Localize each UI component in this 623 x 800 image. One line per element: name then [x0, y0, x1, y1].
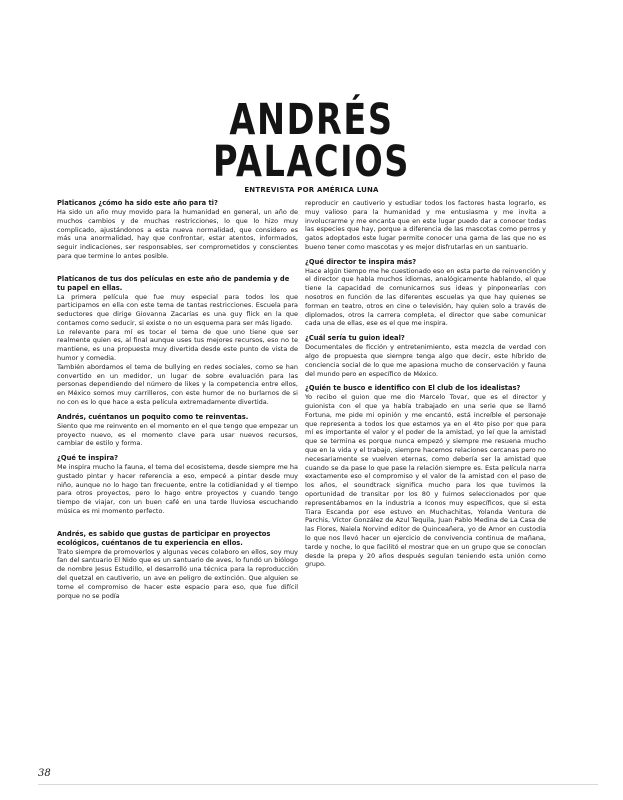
qa-block — [305, 334, 546, 378]
answer-paragraph: Ha sido un año muy movido para la humanidad en general, un año de muchos cambios y de muchas restricciones, lo que lo hizo muy complicado, ajustándonos a esta nueva normalidad, que considero es más una anormalidad, hay que confrontar, estar atentos, informados, seguir indicaciones, ser responsables, ser comprometidos y conscientes para que termine lo antes posible. — [57, 207, 298, 260]
qa-block — [57, 199, 298, 261]
qa-block — [57, 413, 298, 448]
footer-divider — [38, 784, 598, 785]
question: ¿Quién te busco e identifico con El club de los idealistas? — [305, 384, 521, 393]
qa-block — [57, 454, 298, 516]
qa-block — [57, 530, 298, 601]
qa-block — [305, 384, 546, 569]
answer-paragraph: Hace algún tiempo me he cuestionado eso en esta parte de reinvención y el director que habla muchos idiomas, analógicamente hablando, el que tiene la capacidad de comunicarnos sus ideas y pinponearías con nosotros en función de las diferentes escuelas ya que hay quienes se forman en teatro, otros en cine o televisión, hay quien solo a través de diplomados, otros la carrera completa, el director que sabe comunicar cada una de ellas, ese es el que me inspira. — [305, 266, 546, 328]
answer-paragraph: reproducir en cautiverio y estudiar todos los factores hasta lograrlo, es muy valioso para la humanidad y me entusiasma y me invita a involucrarme y me encanta que en este lugar puedo dar a conocer todas las especies que hay, porque a diferencia de las mascotas como perros y gatos adoptados este lugar permite conocer una gama de las que no es bueno tener como mascotas y es mejor disfrutarlas en un santuario. — [305, 199, 546, 251]
answer-paragraph: Siento que me reinvento en el momento en el que tengo que empezar un proyecto nuevo, es el momento clave para usar nuevos recursos, cambiar de estilo y forma. — [57, 421, 298, 448]
title-last-name: PALACIOS — [212, 137, 411, 187]
answer-paragraph: La primera película que fue muy especial para todos los que participamos en ella con este tema de tantas restricciones. Escuela para seductores que dirige Giovanna Zacarías es una guy flick en la que contamos como seducir, si existe o no un esquema para ser más ligado. — [57, 292, 298, 327]
question: Platicanos ¿cómo ha sido este año para ti? — [57, 199, 218, 207]
question: ¿Qué director te inspira más? — [305, 257, 417, 266]
question: Andrés, cuéntanos un poquito como te reinventas. — [57, 412, 249, 421]
answer-paragraph: Lo relevante para mí es tocar el tema de que uno tiene que ser realmente quien es, al final aunque uses tus mejores recursos, eso no te mantiene, es una propuesta muy divertida desde este punto de vista de humor y comedia. — [57, 327, 298, 363]
answer-paragraph: Trato siempre de promoverlos y algunas veces colaboro en ellos, soy muy fan del santuario El Nido que es un santuario de aves, lo fundó un biólogo de nombre Jesus Estudillo, el desarrolló una técnica para la reproducción del quetzal en cautiverio, un ave en peligro de extinción. Que alguien se tome el compromiso de hacer este espacio para eso, que fue difícil porque no se podía — [57, 547, 298, 600]
question: Andrés, es sabido que gustas de participar en proyectos ecológicos, cuéntanos de tu experiencia en ellos. — [57, 529, 271, 547]
question: ¿Qué te inspira? — [57, 454, 119, 463]
question: Platícanos de tus dos películas en este año de pandemia y de tu papel en ellas. — [57, 274, 290, 292]
qa-block — [305, 258, 546, 328]
question: ¿Cuál sería tu guion ideal? — [305, 334, 405, 343]
byline: ENTREVISTA POR AMÉRICA LUNA — [244, 186, 379, 194]
answer-paragraph: Me inspira mucho la fauna, el tema del ecosistema, desde siempre me ha gustado pintar y hacer referencia a eso, empecé a pintar desde muy niño, aunque no lo hago tan frecuente, entre la cotidianidad y el tiempo para otros proyectos, pero lo hago entre proyectos y cuando tengo tiempo de viajar, con un buen café en una tarde lluviosa escuchando música es mi momento perfecto. — [57, 463, 298, 516]
answer-paragraph: Yo recibo el guion que me dio Marcelo Tovar, que es el director y guionista con el que ya había trabajado en una serie que se llamó Fortuna, me pide mi opinión y me encantó, está increíble el personaje que representa a todos los que estamos ya en el 4to piso por que para mí es importante el valor y el poder de la amistad, yo leí que la amistad que se termina es porque nunca empezó y siempre me resuena mucho que en la vida y el trabajo, siempre hacemos relaciones cercanas pero no necesariamente se vuelven eternas, como debería ser la amistad que cuando se da pase lo que pase la relación siempre es. Esta película narra exactamente eso el compromiso y el valor de la amistad con el paso de los años, el soundtrack significa mucho para los que tuvimos la oportunidad de transitar por los 80 y fuimos seleccionados por que representábamos en la industria a Iconos muy específicos, que si esta Tiara Escanda por ese estuvo en Muchachitas, Yolanda Ventura de Parchis, Víctor González de Azul Tequila, Juan Pablo Medina de La Casa de las Flores, Naiela Norvind editor de Quinceañera, yo de Amor en custodia lo que nos llevó hacer un ejercicio de convivencia continua de mañana, tarde y noche, lo que facilitó el mostrar que en un grupo que se conocían desde la prepa y 20 años después seguían teniendo esta unión como grupo. — [305, 393, 546, 569]
right-column — [305, 199, 546, 575]
qa-block — [305, 199, 546, 252]
left-column — [57, 199, 298, 606]
page-number: 38 — [38, 768, 51, 779]
answer-paragraph: Documentales de ficción y entretenimiento, esta mezcla de verdad con algo de propuesta que siempre tenga algo que decir, este híbrido de conciencia social de lo que me apasiona mucho de conservación y fauna del mundo pero en específico de México. — [305, 343, 546, 378]
answer-paragraph: También abordamos el tema de bullying en redes sociales, como se han convertido en un medidor, un lugar de sobre evaluación para las personas dependiendo del número de likes y la competencia entre ellos, en México somos muy carrilleros, con este humor de no burlarnos de si no con es lo que hace a esta película extremadamente divertida. — [57, 362, 298, 407]
qa-block — [57, 275, 298, 407]
title-first-name: ANDRÉS — [229, 95, 394, 145]
